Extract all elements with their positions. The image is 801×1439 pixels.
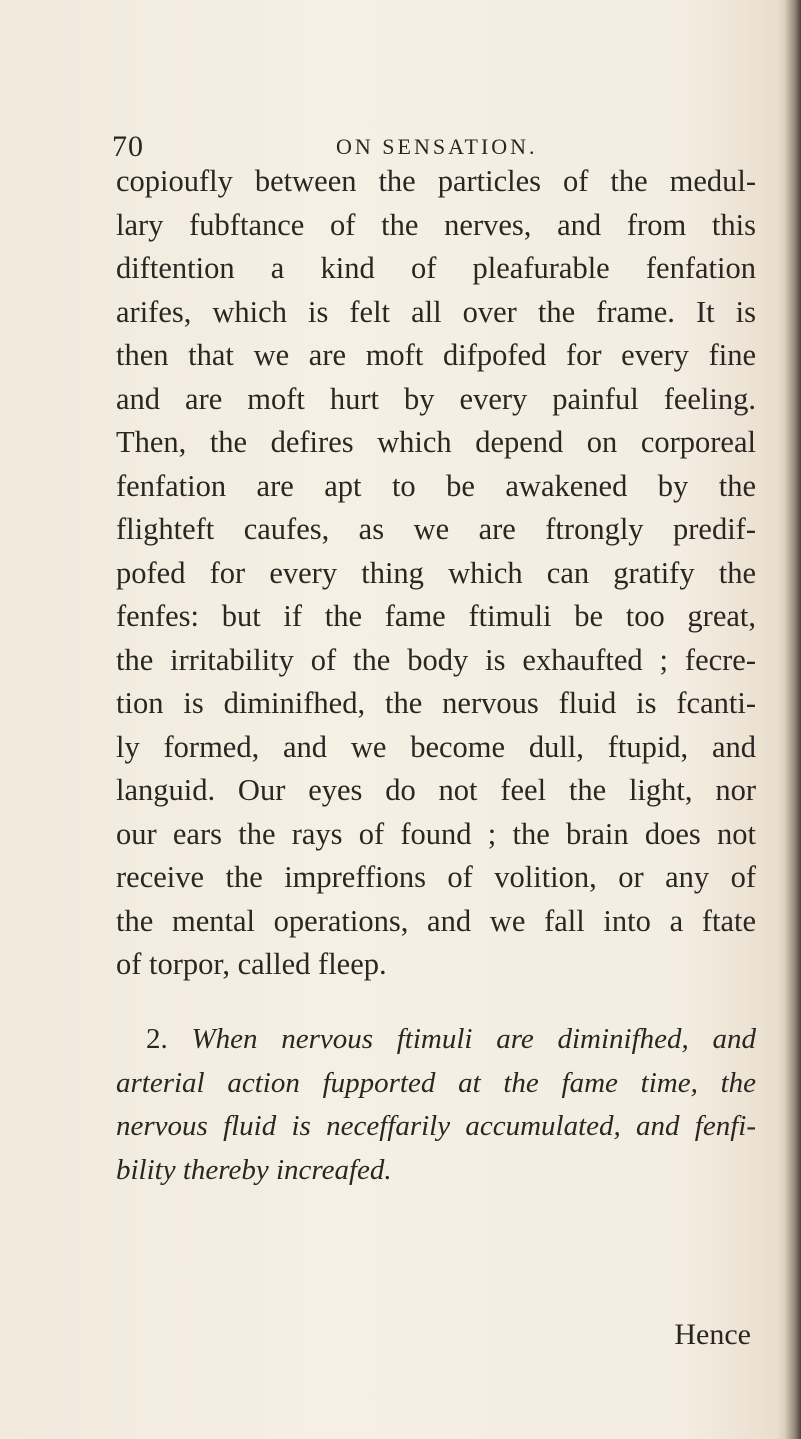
- text-line: fenfes: but if the fame ftimuli be too great,: [116, 599, 756, 633]
- section-line: bility thereby increafed.: [116, 1153, 392, 1186]
- section-number: 2.: [146, 1023, 168, 1055]
- section-line-text: When nervous ftimuli are diminifhed, and: [191, 1023, 756, 1055]
- text-line: Then, the defires which depend on corporeal: [116, 425, 756, 459]
- text-line: our ears the rays of found ; the brain does not: [116, 816, 756, 851]
- page-edge-shadow: [785, 0, 801, 1439]
- section-line: nervous fluid is neceffarily accumulated, and fenfi-: [116, 1110, 756, 1142]
- text-line: ly formed, and we become dull, ftupid, and: [116, 729, 756, 764]
- text-line: of torpor, called fleep.: [116, 947, 387, 981]
- section-heading: [116, 1018, 756, 1192]
- text-line: then that we are moft difpofed for every fine: [116, 338, 756, 372]
- section-line: [116, 1018, 756, 1062]
- text-line: receive the impreffions of volition, or any of: [116, 860, 756, 894]
- page-number: 70: [112, 130, 144, 163]
- text-line: pofed for every thing which can gratify the: [116, 555, 756, 590]
- text-line: the irritability of the body is exhaufted ; fecre-: [116, 642, 756, 677]
- text-line: the mental operations, and we fall into a ftate: [116, 903, 756, 938]
- text-line: copioufly between the particles of the medul-: [116, 164, 756, 198]
- text-line: and are moft hurt by every painful feeling.: [116, 381, 756, 416]
- body-paragraph: [116, 160, 756, 987]
- text-line: tion is diminifhed, the nervous fluid is fcanti-: [116, 686, 756, 720]
- text-line: arifes, which is felt all over the frame. It is: [116, 294, 756, 329]
- text-line: diftention a kind of pleafurable fenfation: [116, 251, 756, 285]
- catchword: Hence: [674, 1318, 751, 1351]
- text-line: flighteft caufes, as we are ftrongly predif-: [116, 512, 756, 546]
- section-line: arterial action fupported at the fame time, the: [116, 1066, 756, 1099]
- text-line: lary fubftance of the nerves, and from this: [116, 207, 756, 242]
- running-head: ON SENSATION.: [336, 134, 538, 159]
- text-line: languid. Our eyes do not feel the light, nor: [116, 773, 756, 807]
- text-line: fenfation are apt to be awakened by the: [116, 468, 756, 503]
